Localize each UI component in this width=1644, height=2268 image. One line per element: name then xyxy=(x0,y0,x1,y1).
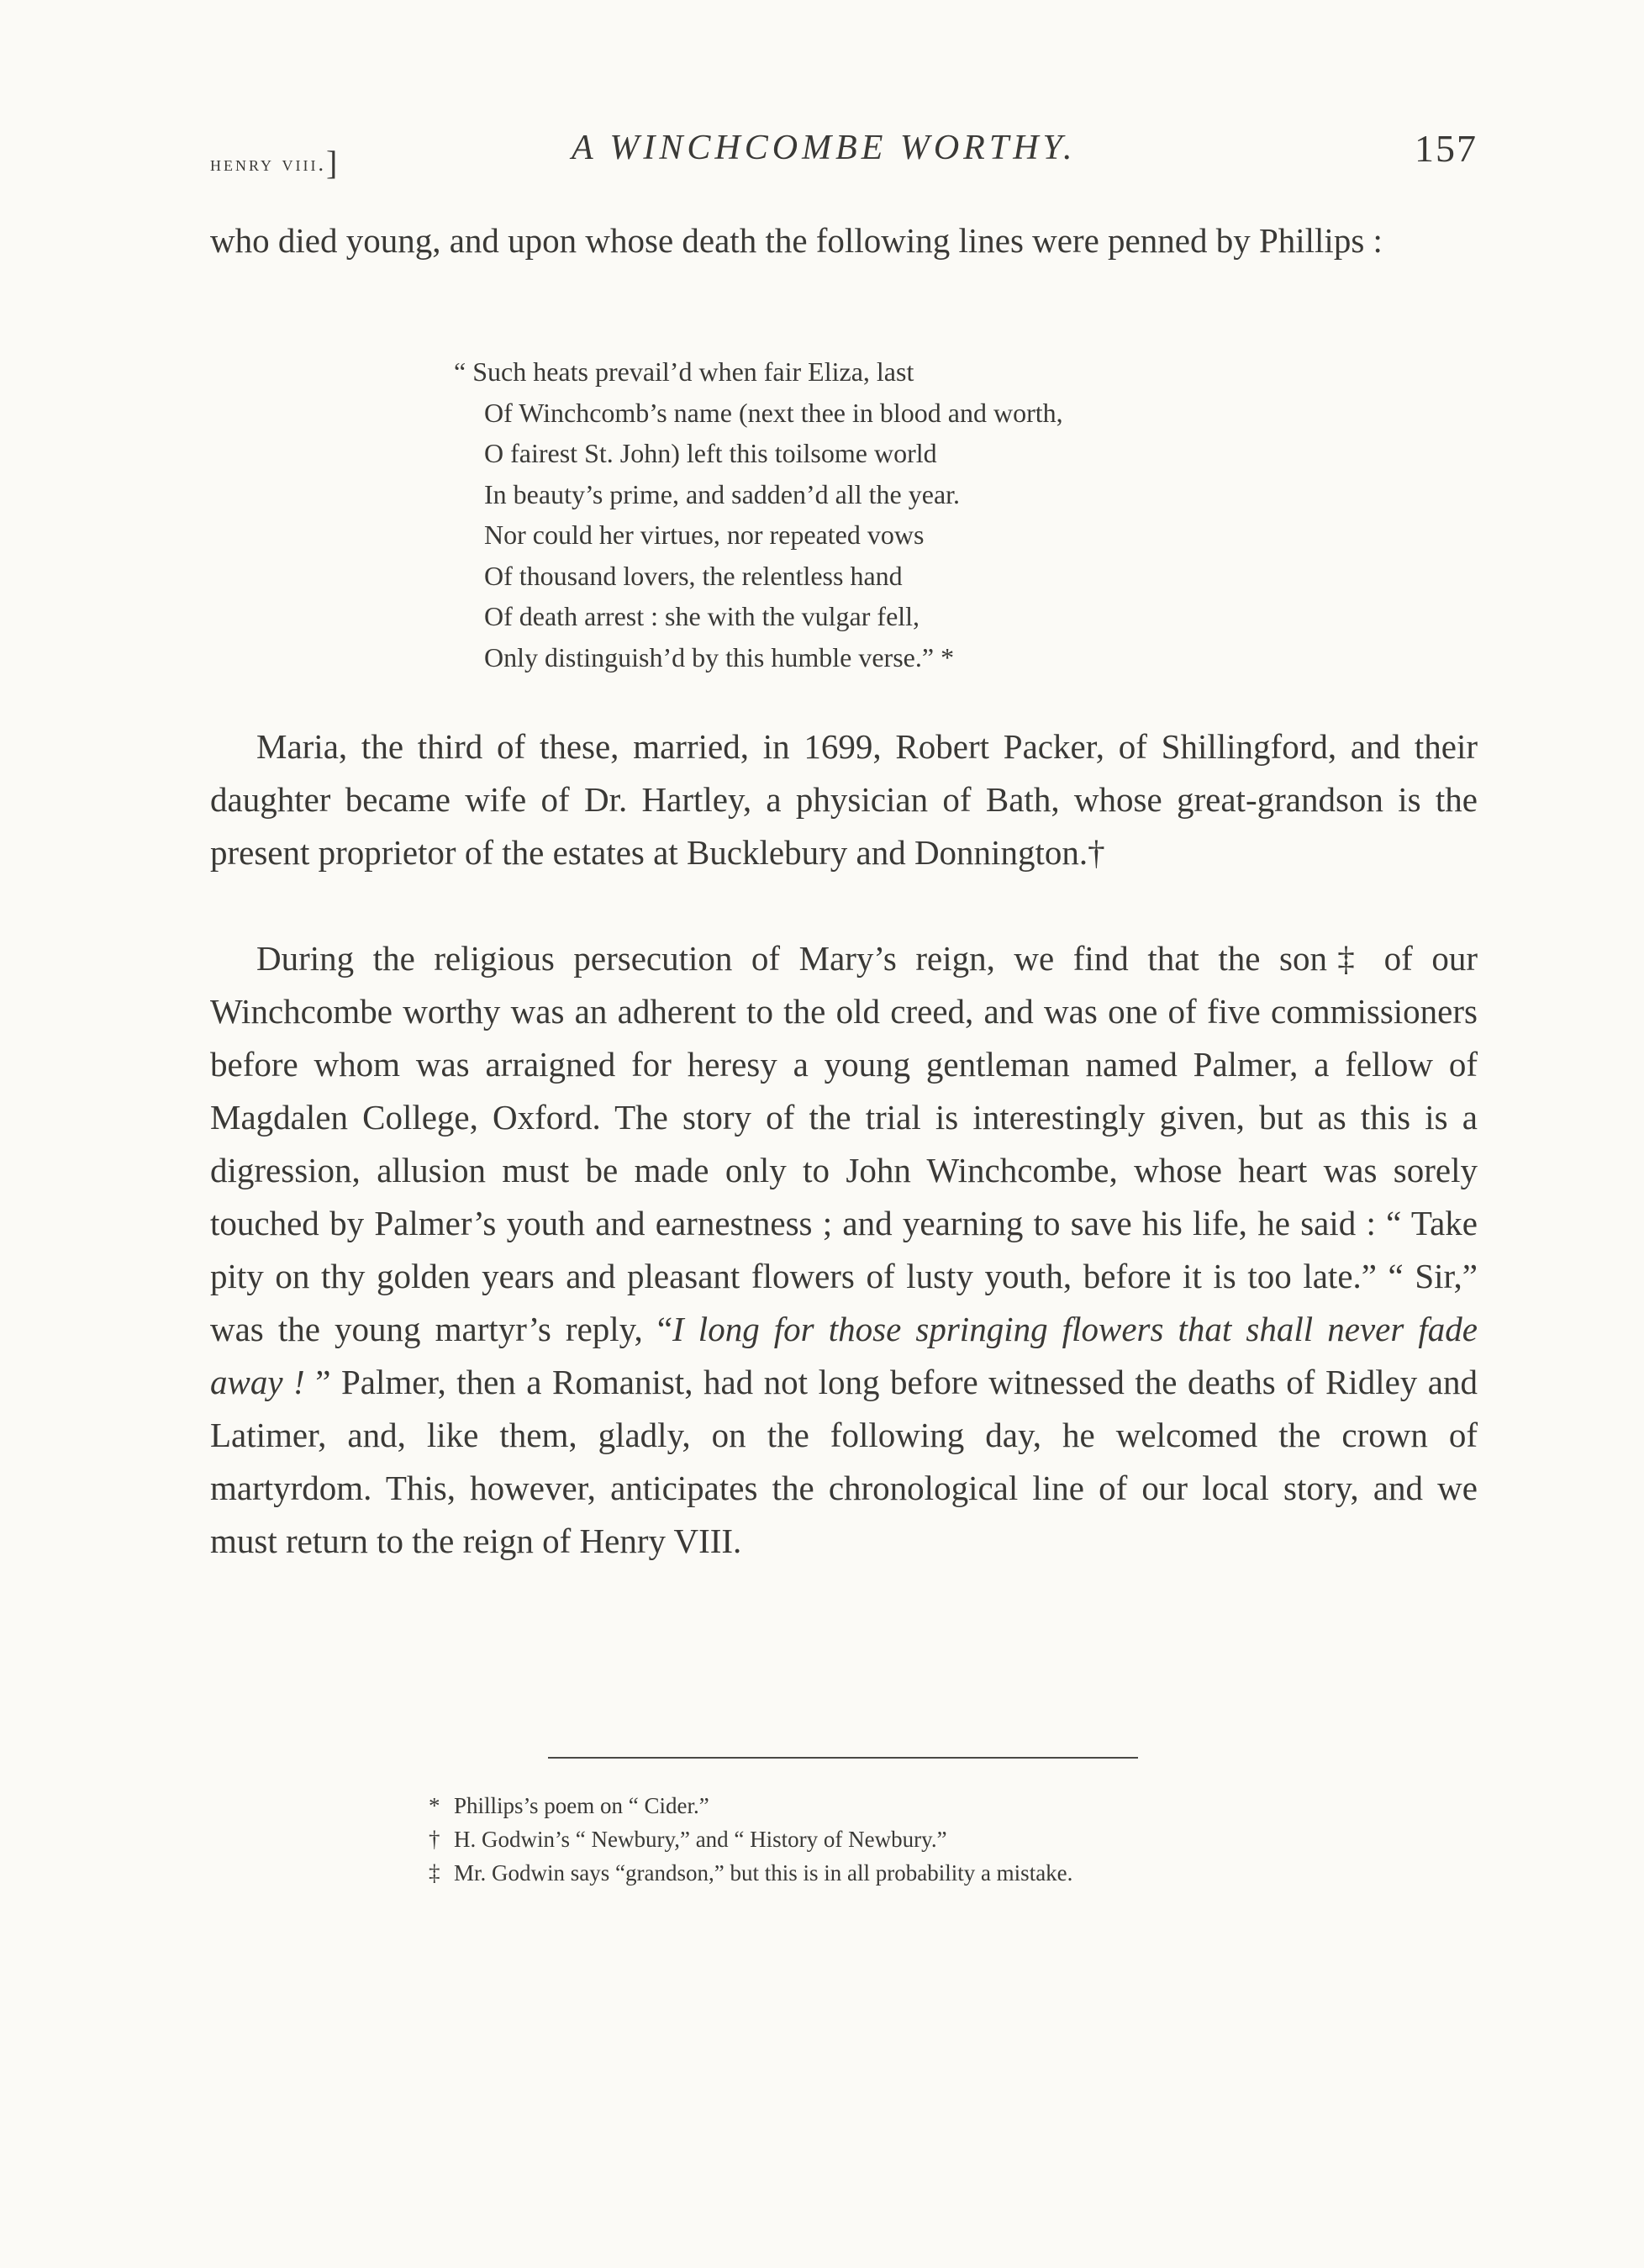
paragraph-intro: who died young, and upon whose death the following lines were penned by Phillips : xyxy=(210,221,1383,260)
footnote-text: H. Godwin’s “ Newbury,” and “ History of Newbury.” xyxy=(454,1827,947,1852)
verse-line: Only distinguish’d by this humble verse.” * xyxy=(484,641,955,672)
verse-line: In beauty’s prime, and sadden’d all the year. xyxy=(484,478,961,509)
footnote-divider xyxy=(548,1757,1138,1759)
footnote xyxy=(429,1856,1437,1890)
footnote xyxy=(429,1789,1437,1822)
martyr-quote-italic: I long for those springing flowers that shall never fade away ! xyxy=(210,1310,1478,1401)
paragraph-maria: Maria, the third of these, married, in 1699, Robert Packer, of Shillingford, and their daughter became wife of Dr. Hartley, a physician of Bath, whose great-grandson is the present proprietor of the estates at Bucklebury and Donnington.† xyxy=(210,727,1478,872)
verse-line: O fairest St. John) left this toilsome world xyxy=(484,438,937,468)
verse-line: Of death arrest : she with the vulgar fell, xyxy=(484,601,920,631)
verse-line: “ Such heats prevail’d when fair Eliza, last xyxy=(454,356,914,387)
running-header-left xyxy=(210,140,338,182)
paragraph-persecution-text-a: During the religious persecution of Mary’s reign, we find that the son‡ of our Winchcombe worthy was an adherent to the old creed, and was one of five commissioners before whom was arraigned for heresy a young gentleman named Palmer, a fellow of Magdalen College, Oxford. The story of the trial is interestingly given, but as this is a digression, allusion must be made only to John Winchcombe, whose heart was sorely touched by Palmer’s youth and earnestness ; and yearning to save his life, he said : “ Take pity on thy golden years and pleasant flowers of lusty youth, before it is too late.” “ Sir,” was the young martyr’s reply, “ xyxy=(210,939,1478,1348)
paragraph-persecution-text-b: ” Palmer, then a Romanist, had not long before witnessed the deaths of Ridley and Latimer, and, like them, gladly, on the following day, he welcomed the crown of martyrdom. This, however, anticipates the chronological line of our local story, and we must return to the reign of Henry VIII. xyxy=(210,1363,1478,1560)
running-header-title: A WINCHCOMBE WORTHY. xyxy=(572,129,1077,167)
footnote-mark: ‡ xyxy=(429,1860,440,1886)
footnote-mark: † xyxy=(429,1827,440,1852)
verse-line: Of thousand lovers, the relentless hand xyxy=(484,560,903,591)
running-header xyxy=(210,126,1478,182)
running-header-bracket: ] xyxy=(326,144,338,182)
footnote-text: Phillips’s poem on “ Cider.” xyxy=(454,1793,709,1818)
running-header-left-text: henry viii. xyxy=(210,151,326,176)
verse-quotation xyxy=(454,351,1294,678)
paragraph-persecution xyxy=(210,932,1478,1568)
page-number: 157 xyxy=(1415,127,1478,170)
footnote-text: Mr. Godwin says “grandson,” but this is in all probability a mistake. xyxy=(454,1860,1073,1886)
footnotes xyxy=(429,1789,1437,1890)
footnote xyxy=(429,1822,1437,1856)
footnote-mark: * xyxy=(429,1793,440,1818)
verse-line: Nor could her virtues, nor repeated vows xyxy=(484,520,925,550)
verse-line: Of Winchcomb’s name (next thee in blood and worth, xyxy=(484,397,1063,428)
